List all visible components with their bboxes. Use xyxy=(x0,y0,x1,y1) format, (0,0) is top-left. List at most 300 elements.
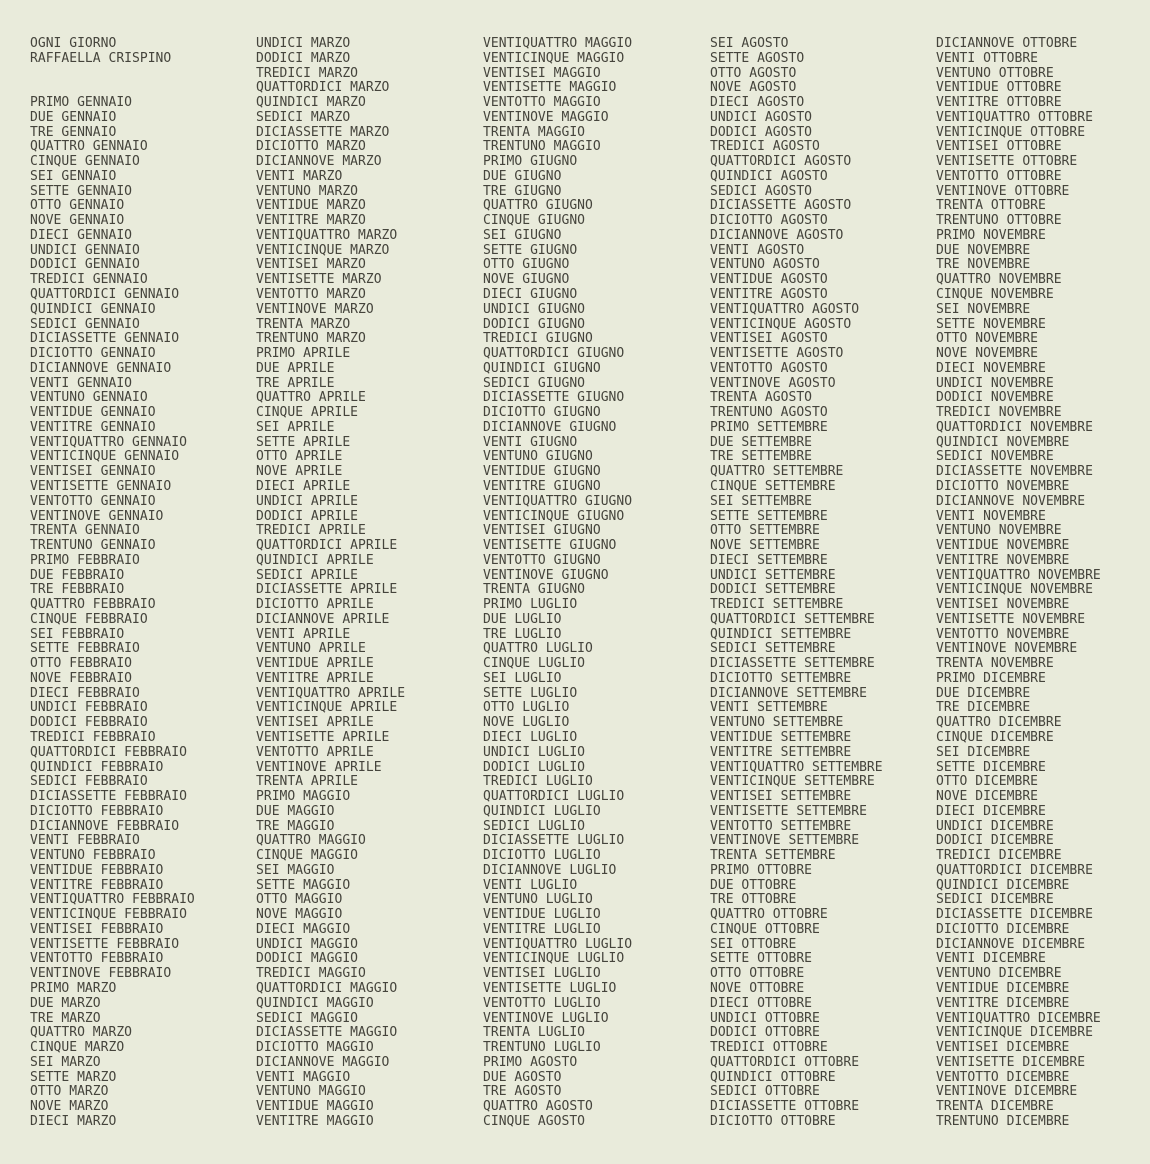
date-line: TRE NOVEMBRE xyxy=(936,257,1031,273)
date-line: TREDICI SETTEMBRE xyxy=(710,597,844,613)
date-line: VENTOTTO SETTEMBRE xyxy=(710,818,852,834)
date-line: TRENTA APRILE xyxy=(256,774,359,790)
date-line: QUINDICI SETTEMBRE xyxy=(710,626,852,642)
date-line: VENTICINQUE FEBBRAIO xyxy=(30,907,187,923)
date-line: VENTUNO GENNAIO xyxy=(30,390,148,406)
date-line: VENTISETTE GENNAIO xyxy=(30,478,172,494)
date-line: VENTISETTE APRILE xyxy=(256,729,390,745)
date-line: VENTISEI OTTOBRE xyxy=(936,139,1062,155)
date-line: VENTI OTTOBRE xyxy=(936,50,1039,66)
date-line: DUE DICEMBRE xyxy=(936,685,1031,701)
date-line: PRIMO DICEMBRE xyxy=(936,670,1046,686)
column-march-may xyxy=(256,37,405,1130)
date-line: DICIOTTO OTTOBRE xyxy=(710,1113,836,1129)
date-line: VENTINOVE APRILE xyxy=(256,759,382,775)
date-line: DICIANNOVE GENNAIO xyxy=(30,360,172,376)
date-line: DIECI AGOSTO xyxy=(710,95,805,111)
date-line: VENTI GENNAIO xyxy=(30,375,133,391)
date-line: TRENTA NOVEMBRE xyxy=(936,656,1054,672)
date-line: VENTI LUGLIO xyxy=(483,877,578,893)
date-line: VENTISEI GENNAIO xyxy=(30,464,156,480)
date-line: VENTIQUATTRO GENNAIO xyxy=(30,434,187,450)
date-line: DICIOTTO DICEMBRE xyxy=(936,921,1070,937)
date-line: VENTUNO APRILE xyxy=(256,641,366,657)
date-line: SEI FEBBRAIO xyxy=(30,626,125,642)
date-line: QUATTRO MAGGIO xyxy=(256,833,366,849)
date-line: QUATTRO AGOSTO xyxy=(483,1099,593,1115)
date-line: VENTISEI GIUGNO xyxy=(483,523,601,539)
date-line: VENTIQUATTRO SETTEMBRE xyxy=(710,759,883,775)
date-line: UNDICI FEBBRAIO xyxy=(30,700,148,716)
date-line: TRE GIUGNO xyxy=(483,183,562,199)
date-line: DICIOTTO LUGLIO xyxy=(483,848,601,864)
date-line: QUINDICI MARZO xyxy=(256,95,366,111)
date-line: VENTISETTE SETTEMBRE xyxy=(710,803,867,819)
date-line: NOVE GENNAIO xyxy=(30,213,125,229)
date-line: DICIASSETTE LUGLIO xyxy=(483,833,625,849)
date-line: QUATTRO APRILE xyxy=(256,390,366,406)
date-line: VENTOTTO DICEMBRE xyxy=(936,1069,1070,1085)
date-line: TRE OTTOBRE xyxy=(710,892,797,908)
date-line: CINQUE GIUGNO xyxy=(483,213,586,229)
date-line: TRE DICEMBRE xyxy=(936,700,1031,716)
date-line: QUATTORDICI OTTOBRE xyxy=(710,1054,860,1070)
date-line: VENTINOVE SETTEMBRE xyxy=(710,833,860,849)
date-line: DUE GENNAIO xyxy=(30,109,117,125)
date-line: VENTOTTO AGOSTO xyxy=(710,360,828,376)
date-line: PRIMO AGOSTO xyxy=(483,1054,578,1070)
date-line: DICIANNOVE GIUGNO xyxy=(483,419,617,435)
date-line: TREDICI NOVEMBRE xyxy=(936,405,1062,421)
date-line: TREDICI MARZO xyxy=(256,65,359,81)
date-line: UNDICI APRILE xyxy=(256,493,359,509)
date-line: VENTINOVE GENNAIO xyxy=(30,508,164,524)
date-line: DUE APRILE xyxy=(256,360,335,376)
date-line: VENTUNO LUGLIO xyxy=(483,892,593,908)
date-line: UNDICI NOVEMBRE xyxy=(936,375,1054,391)
date-line: VENTISEI MAGGIO xyxy=(483,65,601,81)
date-line: PRIMO SETTEMBRE xyxy=(710,419,828,435)
date-line: TRENTUNO MARZO xyxy=(256,331,366,347)
date-line: CINQUE DICEMBRE xyxy=(936,729,1054,745)
date-line: TRE SETTEMBRE xyxy=(710,449,813,465)
date-line: SEDICI LUGLIO xyxy=(483,818,586,834)
date-line: VENTINOVE OTTOBRE xyxy=(936,183,1070,199)
date-line: SEI NOVEMBRE xyxy=(936,301,1031,317)
date-line: SETTE MAGGIO xyxy=(256,877,351,893)
date-line: DICIANNOVE AGOSTO xyxy=(710,227,844,243)
date-line: DODICI DICEMBRE xyxy=(936,833,1054,849)
date-line: VENTOTTO OTTOBRE xyxy=(936,168,1062,184)
date-line: VENTI DICEMBRE xyxy=(936,951,1046,967)
date-line: VENTIQUATTRO NOVEMBRE xyxy=(936,567,1101,583)
date-line: CINQUE MAGGIO xyxy=(256,848,359,864)
date-line: DICIANNOVE MAGGIO xyxy=(256,1054,390,1070)
date-line: VENTI MAGGIO xyxy=(256,1069,351,1085)
date-line: VENTI FEBBRAIO xyxy=(30,833,140,849)
date-line: SETTE SETTEMBRE xyxy=(710,508,828,524)
date-line: CINQUE OTTOBRE xyxy=(710,921,820,937)
date-line: TREDICI LUGLIO xyxy=(483,774,593,790)
date-line: QUATTORDICI NOVEMBRE xyxy=(936,419,1093,435)
date-line: DICIASSETTE GENNAIO xyxy=(30,331,180,347)
date-line: VENTOTTO FEBBRAIO xyxy=(30,951,164,967)
date-line: QUINDICI LUGLIO xyxy=(483,803,601,819)
date-line: VENTICINQUE MARZO xyxy=(256,242,390,258)
date-line: DIECI LUGLIO xyxy=(483,729,578,745)
date-line: QUINDICI GIUGNO xyxy=(483,360,601,376)
date-line: SETTE NOVEMBRE xyxy=(936,316,1046,332)
date-line: DODICI APRILE xyxy=(256,508,359,524)
date-line: VENTITRE MARZO xyxy=(256,213,366,229)
date-line: VENTITRE NOVEMBRE xyxy=(936,552,1070,568)
date-line: VENTI GIUGNO xyxy=(483,434,578,450)
date-line: CINQUE APRILE xyxy=(256,405,359,421)
date-line: QUINDICI MAGGIO xyxy=(256,995,374,1011)
date-line: DIECI APRILE xyxy=(256,478,351,494)
date-line: VENTISEI SETTEMBRE xyxy=(710,789,852,805)
artist-name: RAFFAELLA CRISPINO xyxy=(30,50,172,66)
date-line: PRIMO NOVEMBRE xyxy=(936,227,1046,243)
column-october-december xyxy=(936,37,1101,1130)
date-line: VENTOTTO LUGLIO xyxy=(483,995,601,1011)
date-line: UNDICI SETTEMBRE xyxy=(710,567,836,583)
date-line: SEI OTTOBRE xyxy=(710,936,797,952)
date-line: VENTIDUE NOVEMBRE xyxy=(936,538,1070,554)
date-line: QUATTRO DICEMBRE xyxy=(936,715,1062,731)
date-line: SEI LUGLIO xyxy=(483,670,562,686)
date-line: OTTO LUGLIO xyxy=(483,700,570,716)
date-line: TRENTUNO OTTOBRE xyxy=(936,213,1062,229)
date-line: QUATTORDICI LUGLIO xyxy=(483,789,625,805)
date-line: TRENTA SETTEMBRE xyxy=(710,848,836,864)
date-line: DIECI MAGGIO xyxy=(256,921,351,937)
date-line: DICIASSETTE FEBBRAIO xyxy=(30,789,187,805)
date-line: CINQUE GENNAIO xyxy=(30,154,140,170)
date-line: NOVE AGOSTO xyxy=(710,80,797,96)
date-list-march-may xyxy=(256,37,405,1130)
date-line: DUE GIUGNO xyxy=(483,168,562,184)
date-line: CINQUE MARZO xyxy=(30,1040,125,1056)
date-line: DODICI SETTEMBRE xyxy=(710,582,836,598)
artwork-title: OGNI GIORNO xyxy=(30,36,117,51)
date-line: DICIOTTO GENNAIO xyxy=(30,346,156,362)
date-line: SETTE DICEMBRE xyxy=(936,759,1046,775)
date-line: NOVE FEBBRAIO xyxy=(30,670,133,686)
date-line: VENTIDUE GENNAIO xyxy=(30,405,156,421)
date-line: SEDICI SETTEMBRE xyxy=(710,641,836,657)
date-line: TRE GENNAIO xyxy=(30,124,117,140)
date-line: DICIOTTO MARZO xyxy=(256,139,366,155)
date-line: SETTE GENNAIO xyxy=(30,183,133,199)
date-line: QUINDICI FEBBRAIO xyxy=(30,759,164,775)
date-line: PRIMO GIUGNO xyxy=(483,154,578,170)
date-line: NOVE MARZO xyxy=(30,1099,109,1115)
date-line: OTTO MAGGIO xyxy=(256,892,343,908)
date-line: TREDICI APRILE xyxy=(256,523,366,539)
date-line: TREDICI GIUGNO xyxy=(483,331,593,347)
date-line: VENTIDUE OTTOBRE xyxy=(936,80,1062,96)
date-line: TRENTA MARZO xyxy=(256,316,351,332)
date-line: VENTINOVE LUGLIO xyxy=(483,1010,609,1026)
date-line: DICIASSETTE NOVEMBRE xyxy=(936,464,1093,480)
date-line: SETTE OTTOBRE xyxy=(710,951,813,967)
date-line: VENTIDUE MARZO xyxy=(256,198,366,214)
date-line: VENTOTTO NOVEMBRE xyxy=(936,626,1070,642)
date-line: QUATTRO LUGLIO xyxy=(483,641,593,657)
date-line: QUATTORDICI GENNAIO xyxy=(30,287,180,303)
date-line: UNDICI GIUGNO xyxy=(483,301,586,317)
date-line: DICIASSETTE AGOSTO xyxy=(710,198,852,214)
date-line: SEDICI OTTOBRE xyxy=(710,1084,820,1100)
date-line: VENTIDUE MAGGIO xyxy=(256,1099,374,1115)
date-line: UNDICI GENNAIO xyxy=(30,242,140,258)
date-line: NOVE MAGGIO xyxy=(256,907,343,923)
date-line: VENTUNO NOVEMBRE xyxy=(936,523,1062,539)
date-line: SEI MARZO xyxy=(30,1054,101,1070)
date-line: VENTITRE MAGGIO xyxy=(256,1113,374,1129)
date-line: UNDICI DICEMBRE xyxy=(936,818,1054,834)
date-line: VENTINOVE MAGGIO xyxy=(483,109,609,125)
date-line: DICIANNOVE MARZO xyxy=(256,154,382,170)
date-line: VENTINOVE GIUGNO xyxy=(483,567,609,583)
date-line: QUATTRO GIUGNO xyxy=(483,198,593,214)
date-line: DODICI NOVEMBRE xyxy=(936,390,1054,406)
date-line: TRE AGOSTO xyxy=(483,1084,562,1100)
date-line: VENTISETTE FEBBRAIO xyxy=(30,936,180,952)
date-line: TRENTA OTTOBRE xyxy=(936,198,1046,214)
date-line: SEI GIUGNO xyxy=(483,227,562,243)
date-line: UNDICI MARZO xyxy=(256,36,351,51)
date-line: VENTUNO AGOSTO xyxy=(710,257,820,273)
date-line: QUATTRO FEBBRAIO xyxy=(30,597,156,613)
date-line: DUE OTTOBRE xyxy=(710,877,797,893)
date-line: NOVE GIUGNO xyxy=(483,272,570,288)
date-line: OTTO SETTEMBRE xyxy=(710,523,820,539)
date-line: VENTI AGOSTO xyxy=(710,242,805,258)
date-line: VENTISEI LUGLIO xyxy=(483,966,601,982)
date-line: TRENTA LUGLIO xyxy=(483,1025,586,1041)
date-line: VENTIDUE SETTEMBRE xyxy=(710,729,852,745)
date-line: PRIMO LUGLIO xyxy=(483,597,578,613)
date-line: SEDICI GENNAIO xyxy=(30,316,140,332)
date-line: TREDICI MAGGIO xyxy=(256,966,366,982)
date-line: VENTIDUE GIUGNO xyxy=(483,464,601,480)
date-line: QUINDICI OTTOBRE xyxy=(710,1069,836,1085)
date-line: DICIANNOVE OTTOBRE xyxy=(936,36,1078,51)
date-line: VENTISETTE DICEMBRE xyxy=(936,1054,1086,1070)
date-line: VENTI NOVEMBRE xyxy=(936,508,1046,524)
column-may-august xyxy=(483,37,632,1130)
date-line: QUATTRO NOVEMBRE xyxy=(936,272,1062,288)
date-line: VENTIDUE FEBBRAIO xyxy=(30,862,164,878)
date-line: VENTISETTE MAGGIO xyxy=(483,80,617,96)
date-line: DODICI GIUGNO xyxy=(483,316,586,332)
date-line: VENTISETTE NOVEMBRE xyxy=(936,611,1086,627)
column-january-march xyxy=(30,37,195,1130)
date-line: DUE LUGLIO xyxy=(483,611,562,627)
date-line: SETTE MARZO xyxy=(30,1069,117,1085)
date-line: TRENTUNO DICEMBRE xyxy=(936,1113,1070,1129)
date-line: SEDICI MARZO xyxy=(256,109,351,125)
date-line: VENTITRE OTTOBRE xyxy=(936,95,1062,111)
date-line: TRE MAGGIO xyxy=(256,818,335,834)
date-line: PRIMO APRILE xyxy=(256,346,351,362)
blank-line xyxy=(30,67,195,82)
date-line: VENTICINQUE GIUGNO xyxy=(483,508,625,524)
date-line: DICIOTTO NOVEMBRE xyxy=(936,478,1070,494)
date-line: DICIASSETTE OTTOBRE xyxy=(710,1099,860,1115)
date-line: DIECI OTTOBRE xyxy=(710,995,813,1011)
date-line: VENTISETTE AGOSTO xyxy=(710,346,844,362)
date-line: UNDICI OTTOBRE xyxy=(710,1010,820,1026)
date-line: OTTO OTTOBRE xyxy=(710,966,805,982)
date-line: DIECI NOVEMBRE xyxy=(936,360,1046,376)
date-line: SEDICI APRILE xyxy=(256,567,359,583)
date-line: QUATTRO SETTEMBRE xyxy=(710,464,844,480)
date-line: QUATTORDICI FEBBRAIO xyxy=(30,744,187,760)
date-line: SEI DICEMBRE xyxy=(936,744,1031,760)
date-line: TRENTA MAGGIO xyxy=(483,124,586,140)
date-line: TREDICI GENNAIO xyxy=(30,272,148,288)
column-august-october xyxy=(710,37,883,1130)
date-line: VENTISEI AGOSTO xyxy=(710,331,828,347)
date-line: VENTICINQUE SETTEMBRE xyxy=(710,774,875,790)
date-line: VENTIQUATTRO FEBBRAIO xyxy=(30,892,195,908)
date-line: OTTO APRILE xyxy=(256,449,343,465)
date-line: VENTITRE DICEMBRE xyxy=(936,995,1070,1011)
date-line: DIECI GENNAIO xyxy=(30,227,133,243)
date-line: DICIOTTO SETTEMBRE xyxy=(710,670,852,686)
date-line: DUE AGOSTO xyxy=(483,1069,562,1085)
date-line: SEDICI AGOSTO xyxy=(710,183,813,199)
date-line: DICIANNOVE SETTEMBRE xyxy=(710,685,867,701)
date-line: VENTIDUE DICEMBRE xyxy=(936,981,1070,996)
date-line: VENTIQUATTRO MAGGIO xyxy=(483,36,633,51)
date-line: TRENTA DICEMBRE xyxy=(936,1099,1054,1115)
date-line: VENTIQUATTRO LUGLIO xyxy=(483,936,633,952)
date-line: DODICI MARZO xyxy=(256,50,351,66)
date-line: CINQUE FEBBRAIO xyxy=(30,611,148,627)
date-line: VENTICINQUE MAGGIO xyxy=(483,50,625,66)
date-line: VENTINOVE AGOSTO xyxy=(710,375,836,391)
date-line: QUATTORDICI DICEMBRE xyxy=(936,862,1093,878)
date-list-august-october xyxy=(710,37,883,1130)
date-line: DODICI FEBBRAIO xyxy=(30,715,148,731)
date-line: OTTO GENNAIO xyxy=(30,198,125,214)
date-line: VENTUNO OTTOBRE xyxy=(936,65,1054,81)
date-line: UNDICI AGOSTO xyxy=(710,109,813,125)
date-line: DICIASSETTE GIUGNO xyxy=(483,390,625,406)
date-line: UNDICI MAGGIO xyxy=(256,936,359,952)
date-line: VENTIDUE APRILE xyxy=(256,656,374,672)
date-line: VENTIQUATTRO MARZO xyxy=(256,227,398,243)
date-line: VENTINOVE DICEMBRE xyxy=(936,1084,1078,1100)
date-line: VENTOTTO GIUGNO xyxy=(483,552,601,568)
date-line: QUINDICI DICEMBRE xyxy=(936,877,1070,893)
date-line: VENTUNO GIUGNO xyxy=(483,449,593,465)
date-line: VENTOTTO GENNAIO xyxy=(30,493,156,509)
date-line: TRE MARZO xyxy=(30,1010,101,1026)
date-list-october-december xyxy=(936,37,1101,1130)
date-line: CINQUE NOVEMBRE xyxy=(936,287,1054,303)
date-line: DICIOTTO APRILE xyxy=(256,597,374,613)
date-line: SEI SETTEMBRE xyxy=(710,493,813,509)
date-line: QUATTRO MARZO xyxy=(30,1025,133,1041)
date-line: QUINDICI NOVEMBRE xyxy=(936,434,1070,450)
date-line: TREDICI AGOSTO xyxy=(710,139,820,155)
date-list-may-august xyxy=(483,37,632,1130)
date-line: VENTOTTO MAGGIO xyxy=(483,95,601,111)
date-line: TREDICI FEBBRAIO xyxy=(30,729,156,745)
date-line: PRIMO GENNAIO xyxy=(30,95,133,111)
date-line: DODICI OTTOBRE xyxy=(710,1025,820,1041)
date-line: DICIANNOVE DICEMBRE xyxy=(936,936,1086,952)
date-line: TRENTUNO GENNAIO xyxy=(30,538,156,554)
date-line: OTTO NOVEMBRE xyxy=(936,331,1039,347)
date-line: VENTICINQUE AGOSTO xyxy=(710,316,852,332)
date-line: VENTICINQUE APRILE xyxy=(256,700,398,716)
date-line: SETTE FEBBRAIO xyxy=(30,641,140,657)
date-line: QUATTRO GENNAIO xyxy=(30,139,148,155)
date-line: QUATTORDICI SETTEMBRE xyxy=(710,611,875,627)
date-line: TRENTA GENNAIO xyxy=(30,523,140,539)
date-line: VENTINOVE MARZO xyxy=(256,301,374,317)
date-line: TRENTUNO AGOSTO xyxy=(710,405,828,421)
date-line: OTTO DICEMBRE xyxy=(936,774,1039,790)
date-line: VENTITRE APRILE xyxy=(256,670,374,686)
date-line: VENTUNO MARZO xyxy=(256,183,359,199)
date-line: CINQUE AGOSTO xyxy=(483,1113,586,1129)
date-line: DIECI SETTEMBRE xyxy=(710,552,828,568)
date-line: VENTUNO DICEMBRE xyxy=(936,966,1062,982)
date-line: SEI MAGGIO xyxy=(256,862,335,878)
date-line: DICIANNOVE FEBBRAIO xyxy=(30,818,180,834)
date-line: VENTI MARZO xyxy=(256,168,343,184)
date-line: NOVE SETTEMBRE xyxy=(710,538,820,554)
date-line: DODICI MAGGIO xyxy=(256,951,359,967)
date-line: CINQUE LUGLIO xyxy=(483,656,586,672)
date-line: VENTISEI FEBBRAIO xyxy=(30,921,164,937)
date-line: QUINDICI AGOSTO xyxy=(710,168,828,184)
date-line: NOVE OTTOBRE xyxy=(710,981,805,996)
date-line: DODICI LUGLIO xyxy=(483,759,586,775)
date-line: VENTISEI NOVEMBRE xyxy=(936,597,1070,613)
date-line: VENTISEI DICEMBRE xyxy=(936,1040,1070,1056)
date-line: VENTITRE SETTEMBRE xyxy=(710,744,852,760)
date-line: VENTIDUE LUGLIO xyxy=(483,907,601,923)
date-line: VENTIQUATTRO DICEMBRE xyxy=(936,1010,1101,1026)
date-line: SEDICI GIUGNO xyxy=(483,375,586,391)
date-line: VENTICINQUE GENNAIO xyxy=(30,449,180,465)
date-line: VENTUNO FEBBRAIO xyxy=(30,848,156,864)
date-line: QUATTORDICI MAGGIO xyxy=(256,981,398,996)
blank-line xyxy=(30,81,195,96)
date-line: TRE APRILE xyxy=(256,375,335,391)
date-line: NOVE APRILE xyxy=(256,464,343,480)
date-line: OTTO GIUGNO xyxy=(483,257,570,273)
date-line: DICIASSETTE APRILE xyxy=(256,582,398,598)
date-line: OTTO MARZO xyxy=(30,1084,109,1100)
date-line: VENTIQUATTRO OTTOBRE xyxy=(936,109,1093,125)
date-line: OTTO FEBBRAIO xyxy=(30,656,133,672)
date-line: TREDICI DICEMBRE xyxy=(936,848,1062,864)
date-line: SEI GENNAIO xyxy=(30,168,117,184)
date-line: SETTE AGOSTO xyxy=(710,50,805,66)
date-line: VENTI APRILE xyxy=(256,626,351,642)
date-line: SETTE APRILE xyxy=(256,434,351,450)
date-line: CINQUE SETTEMBRE xyxy=(710,478,836,494)
